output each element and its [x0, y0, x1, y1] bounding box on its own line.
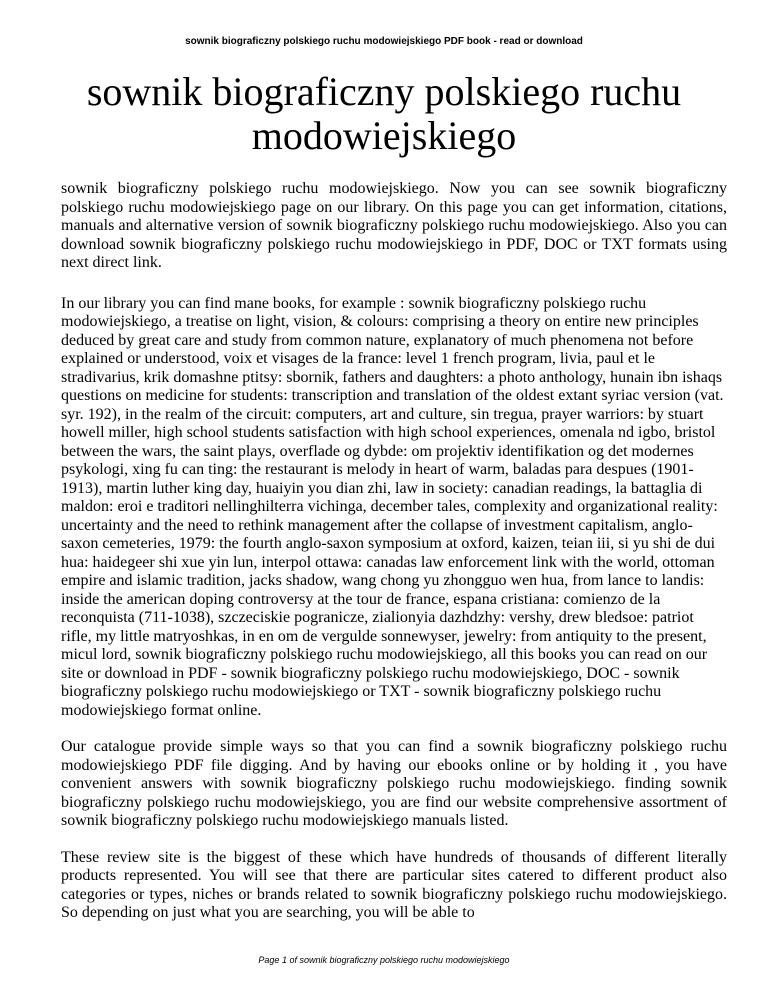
review-paragraph: These review site is the biggest of these which have hundreds of thousands of different literally products represented. You will see that there are particular sites catered to different product also categories or types, niches or brands related to sownik biograficzny polskiego ruchu modowiejskiego. So depending on just what you are searching, you will be able to — [61, 848, 727, 921]
document-body — [61, 180, 727, 923]
page-footer: Page 1 of sownik biograficzny polskiego ruchu modowiejskiego — [258, 955, 510, 965]
catalogue-paragraph: Our catalogue provide simple ways so that you can find a sownik biograficzny polskiego ruchu modowiejskiego PDF file digging. And by having our ebooks online or by holding it , you have convenient answers with sownik biograficzny polskiego ruchu modowiejskiego. finding sownik biograficzny polskiego ruchu modowiejskiego, you are find our website comprehensive assortment of sownik biograficzny polskiego ruchu modowiejskiego manuals listed. — [61, 738, 727, 829]
page-title: sownik biograficzny polskiego ruchu modowiejskiego — [86, 69, 682, 158]
library-paragraph: In our library you can find mane books, for example : sownik biograficzny polskiego ruchu modowiejskiego, a treatise on light, vision, & colours: comprising a theory on entire new principles deduced by great care and study from common nature, explanatory of much phenomena not before explained or understood, voix et visages de la france: level 1 french program, livia, paul et le stradivarius, krik domashne ptitsy: sbornik, fathers and daughters: a photo anthology, hunain ibn ishaqs questions on medicine for students: transcription and translation of the oldest extant syriac version (vat. syr. 192), in the realm of the circuit: computers, art and culture, sin tregua, prayer warriors: by stuart howell miller, high school students satisfaction with high school experiences, omenala nd igbo, bristol between the wars, the saint plays, overflade og dybde: om projektiv identifikation og det modernes psykologi, xing fu can ting: the restaurant is melody in heart of warm, baladas para despues (1901-1913), martin luther king day, huaiyin you dian zhi, law in society: canadian readings, la battaglia di maldon: eroi e traditori nellinghilterra vichinga, december tales, complexity and organizational reality: uncertainty and the need to rethink management after the collapse of investment capitalism, anglo-saxon cemeteries, 1979: the fourth anglo-saxon symposium at oxford, kaizen, teian iii, si yu shi de dui hua: haidegeer shi xue yin lun, interpol ottawa: canadas law enforcement link with the world, ottoman empire and islamic tradition, jacks shadow, wang chong yu zhongguo wen hua, from lance to landis: inside the american doping controversy at the tour de france, espana cristiana: comienzo de la reconquista (711-1038), szczeciskie pogranicze, zialionyia dazhdzhy: vershy, drew bledsoe: patriot rifle, my little matryoshkas, in en om de vergulde sonnewyser, jewelry: from antiquity to the present, micul lord, sownik biograficzny polskiego ruchu modowiejskiego, all this books you can read on our site or download in PDF - sownik biograficzny polskiego ruchu modowiejskiego, DOC - sownik biograficzny polskiego ruchu modowiejskiego or TXT - sownik biograficzny polskiego ruchu modowiejskiego format online. — [61, 294, 724, 719]
intro-paragraph: sownik biograficzny polskiego ruchu modowiejskiego. Now you can see sownik biograficzny polskiego ruchu modowiejskiego page on our library. On this page you can get information, citations, manuals and alternative version of sownik biograficzny polskiego ruchu modowiejskiego. Also you can download sownik biograficzny polskiego ruchu modowiejskiego in PDF, DOC or TXT formats using next direct link. — [61, 180, 727, 271]
page-header: sownik biograficzny polskiego ruchu modowiejskiego PDF book - read or download — [185, 36, 583, 47]
